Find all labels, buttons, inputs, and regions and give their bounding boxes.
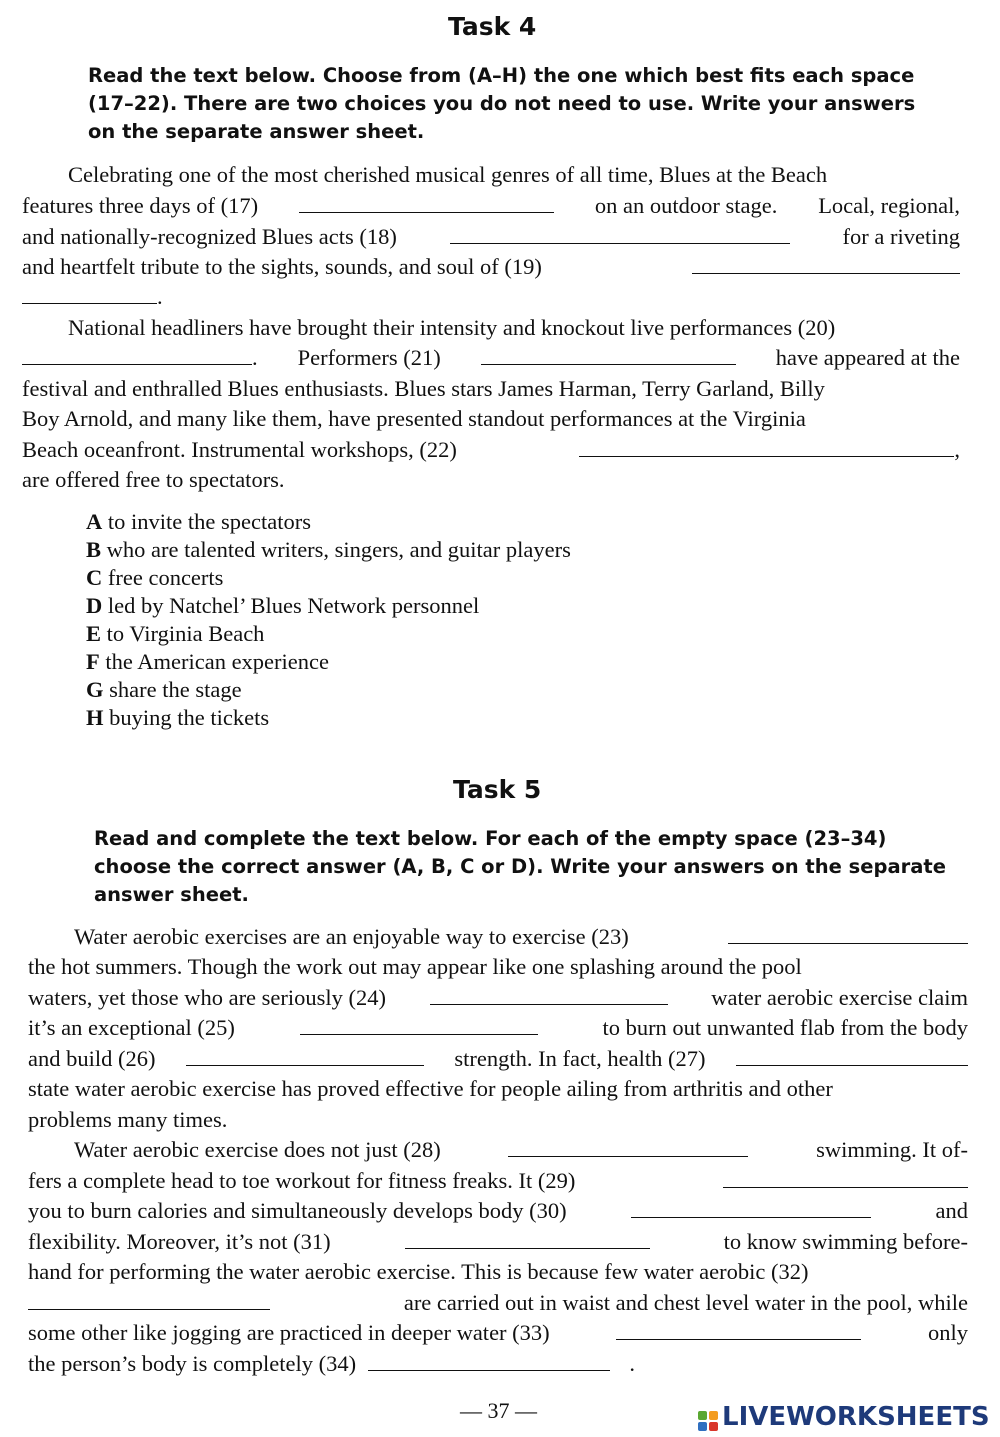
task5-instruction-line: choose the correct answer (A, B, C or D). Write your answers on the separate <box>94 855 946 878</box>
option-f: F the American experience <box>86 649 330 674</box>
task4-text-line: Celebrating one of the most cherished musical genres of all time, Blues at the Beach <box>68 162 828 187</box>
task4-title: Task 4 <box>448 12 537 41</box>
blank-34[interactable] <box>368 1352 610 1371</box>
task5-text-line: and build (26) strength. In fact, health (27) <box>28 1046 968 1076</box>
blank-17[interactable] <box>299 194 554 213</box>
task5-instruction-line: answer sheet. <box>94 883 249 906</box>
task4-instruction-line: on the separate answer sheet. <box>88 120 425 143</box>
task5-text-line: some other like jogging are practiced in deeper water (33) only <box>28 1320 968 1345</box>
task4-text-line: Beach oceanfront. Instrumental workshops, (22) , <box>22 437 960 462</box>
blank-18[interactable] <box>450 225 790 244</box>
blank-32[interactable] <box>28 1291 270 1310</box>
option-e: E to Virginia Beach <box>86 621 265 646</box>
option-c: C free concerts <box>86 565 224 590</box>
task5-text-line: fers a complete head to toe workout for fitness freaks. It (29) <box>28 1168 968 1198</box>
task4-instruction-line: (17–22). There are two choices you do not need to use. Write your answers <box>88 92 916 115</box>
blank-31[interactable] <box>405 1230 650 1249</box>
option-b: B who are talented writers, singers, and guitar players <box>86 537 571 562</box>
task4-text-line: . <box>22 284 163 314</box>
task4-instruction-line: Read the text below. Choose from (A–H) the one which best fits each space <box>88 64 915 87</box>
task5-text-line: hand for performing the water aerobic exercise. This is because few water aerobic (32) <box>28 1259 809 1284</box>
task4-text-line: are offered free to spectators. <box>22 467 285 492</box>
task5-text-line: you to burn calories and simultaneously develops body (30) and <box>28 1198 968 1223</box>
task4-text-line: and heartfelt tribute to the sights, sounds, and soul of (19) <box>22 254 960 284</box>
blank-20[interactable] <box>22 346 252 365</box>
blank-19-continued[interactable] <box>22 285 157 304</box>
task5-instruction-line: Read and complete the text below. For each of the empty space (23–34) <box>94 827 887 850</box>
task4-text-line: National headliners have brought their intensity and knockout live performances (20) <box>68 315 836 340</box>
task5-text-line: the hot summers. Though the work out may appear like one splashing around the pool <box>28 954 802 979</box>
task4-text-line: and nationally-recognized Blues acts (18) for a riveting <box>22 224 960 249</box>
blank-28[interactable] <box>508 1138 748 1157</box>
blank-23[interactable] <box>728 925 968 944</box>
blank-21[interactable] <box>481 346 736 365</box>
task5-text-line: flexibility. Moreover, it’s not (31) to know swimming before- <box>28 1229 968 1254</box>
task5-title: Task 5 <box>453 775 542 804</box>
option-h: H buying the tickets <box>86 705 270 730</box>
liveworksheets-brand-text: LIVEWORKSHEETS <box>722 1402 990 1432</box>
task4-text-line: Boy Arnold, and many like them, have presented standout performances at the Virginia <box>22 406 806 431</box>
task5-text-line: problems many times. <box>28 1107 228 1132</box>
task4-text-line: festival and enthralled Blues enthusiasts. Blues stars James Harman, Terry Garland, Billy <box>22 376 825 401</box>
blank-27[interactable] <box>736 1047 968 1066</box>
blank-25[interactable] <box>300 1016 538 1035</box>
option-d: D led by Natchel’ Blues Network personnel <box>86 593 480 618</box>
blank-29[interactable] <box>723 1169 968 1188</box>
blank-24[interactable] <box>430 986 668 1005</box>
task5-text-line: waters, yet those who are seriously (24) water aerobic exercise claim <box>28 985 968 1010</box>
task5-text-line: state water aerobic exercise has proved effective for people ailing from arthritis and other <box>28 1076 833 1101</box>
task5-text-line: the person’s body is completely (34) . <box>28 1351 635 1376</box>
blank-19[interactable] <box>692 255 960 274</box>
task4-text-line: . Performers (21) have appeared at the <box>22 345 960 375</box>
liveworksheets-logo[interactable] <box>698 1402 990 1432</box>
option-a: A to invite the spectators <box>86 509 311 534</box>
task5-text-line: it’s an exceptional (25) to burn out unwanted flab from the body <box>28 1015 968 1040</box>
option-g: G share the stage <box>86 677 242 702</box>
task4-text-line: features three days of (17) on an outdoor stage. Local, regional, <box>22 193 960 218</box>
task5-text-line: are carried out in waist and chest level water in the pool, while <box>28 1290 968 1320</box>
task5-text-line: Water aerobic exercises are an enjoyable way to exercise (23) <box>74 924 968 954</box>
page-number: — 37 — <box>460 1398 537 1423</box>
blank-22[interactable] <box>579 438 954 457</box>
task5-text-line: Water aerobic exercise does not just (28) swimming. It of- <box>74 1137 968 1162</box>
blank-30[interactable] <box>631 1199 871 1218</box>
blank-26[interactable] <box>186 1047 424 1066</box>
liveworksheets-logo-icon <box>698 1411 718 1431</box>
blank-33[interactable] <box>616 1321 861 1340</box>
